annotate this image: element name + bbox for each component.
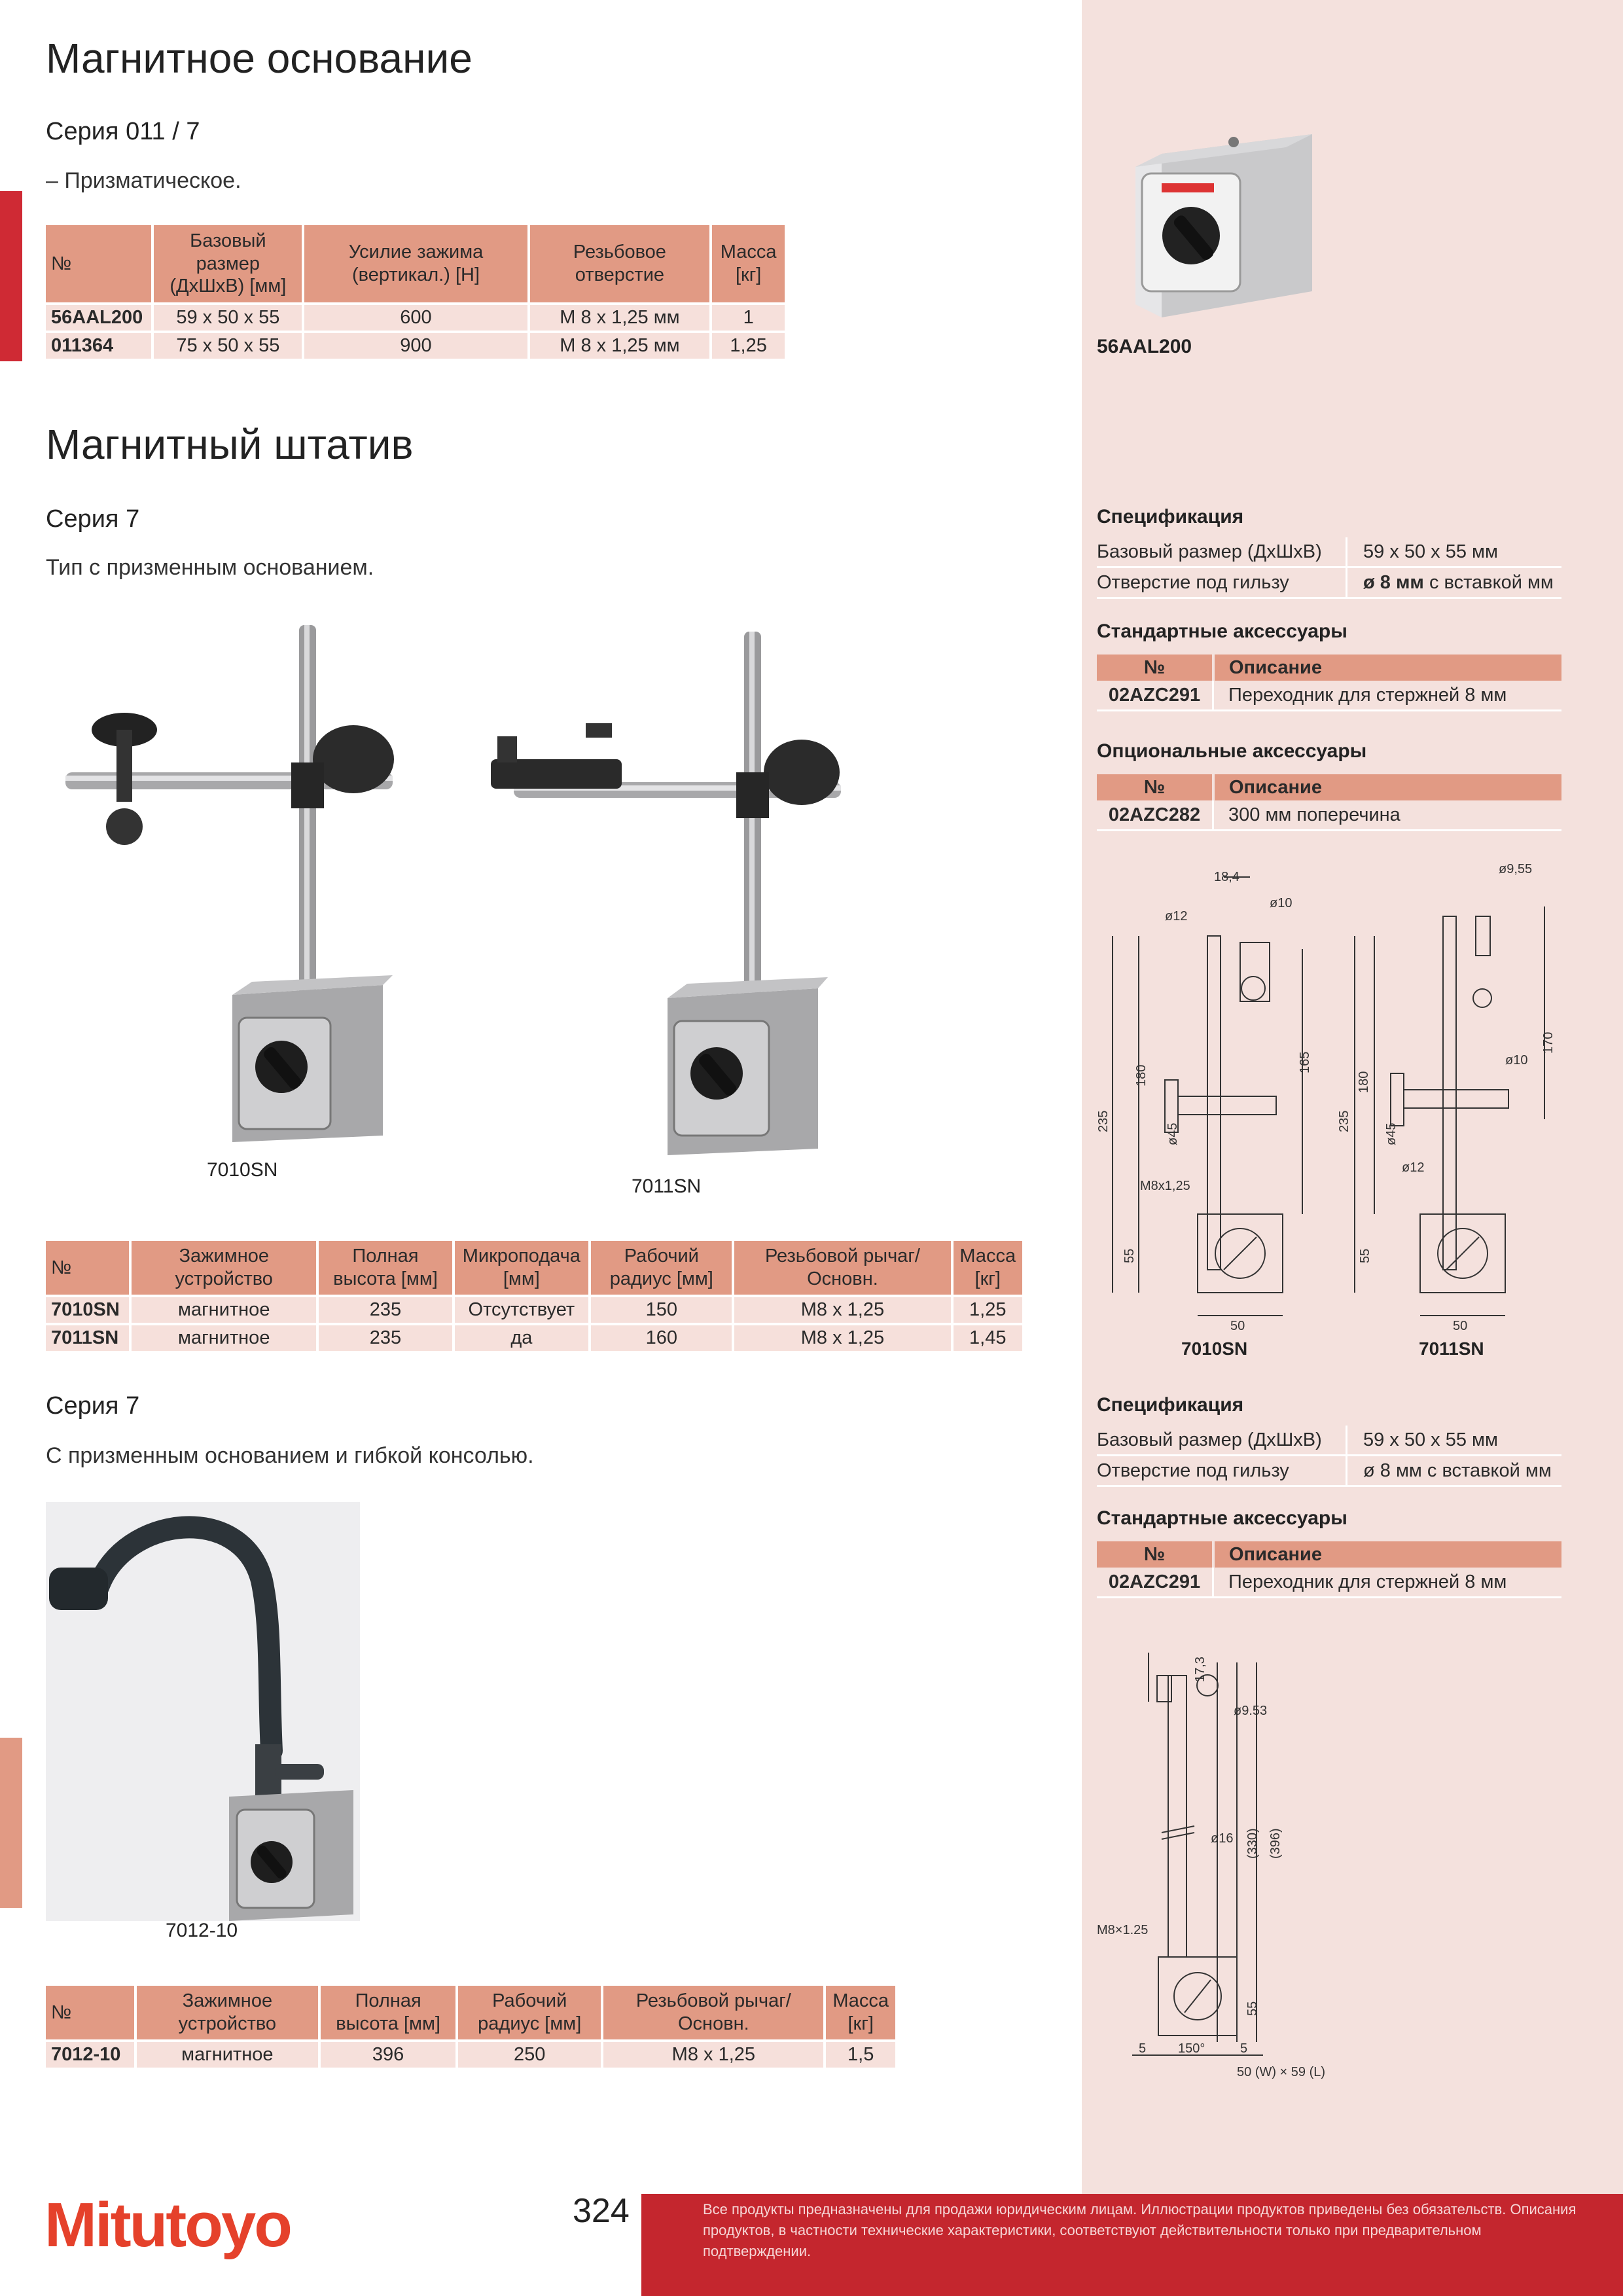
th-height: Полная высота [мм] bbox=[321, 1986, 455, 2039]
table-row bbox=[46, 1297, 1022, 1323]
cell: 59 x 50 x 55 bbox=[154, 305, 302, 331]
dim-label: (330) bbox=[1245, 1828, 1260, 1859]
stand-7010sn-photo bbox=[52, 619, 419, 1142]
section2-note: Тип с призменным основанием. bbox=[46, 555, 374, 580]
opt1-table bbox=[1097, 774, 1561, 831]
spec-value-bold: ø 8 мм bbox=[1363, 571, 1424, 593]
section3-series: Серия 7 bbox=[46, 1392, 140, 1420]
spec-value: ø 8 мм с вставкой мм bbox=[1363, 1460, 1552, 1481]
th-mass: Масса [кг] bbox=[826, 1986, 895, 2039]
table-row bbox=[1097, 800, 1561, 831]
cell: магнитное bbox=[137, 2042, 318, 2068]
dim-label: 55 bbox=[1358, 1248, 1372, 1263]
dim-label: 170 bbox=[1541, 1031, 1556, 1054]
spec-value: 59 x 50 x 55 мм bbox=[1363, 541, 1498, 562]
th-radius: Рабочий радиус [мм] bbox=[591, 1241, 732, 1295]
drawing-caption-7011sn: 7011SN bbox=[1419, 1338, 1484, 1359]
acc-desc: Переходник для стержней 8 мм bbox=[1228, 1571, 1507, 1592]
dim-label: ø16 bbox=[1211, 1831, 1234, 1846]
dim-label: ø45 bbox=[1384, 1122, 1399, 1145]
dim-label: 235 bbox=[1337, 1110, 1351, 1132]
dim-label: (396) bbox=[1268, 1828, 1283, 1859]
acc-col-desc: Описание bbox=[1229, 776, 1322, 798]
spec-key: Отверстие под гильзу bbox=[1097, 568, 1347, 597]
dim-label: ø12 bbox=[1165, 909, 1188, 924]
photo-caption-7012-10: 7012-10 bbox=[166, 1920, 238, 1941]
dim-label: 5 bbox=[1240, 2041, 1248, 2056]
cell: 396 bbox=[321, 2042, 455, 2068]
stand-7011sn-photo bbox=[474, 625, 861, 1162]
cell: M8 x 1,25 bbox=[734, 1325, 950, 1351]
cell: магнитное bbox=[132, 1325, 316, 1351]
photo-caption-7010sn: 7010SN bbox=[207, 1159, 278, 1181]
section2-table bbox=[43, 1238, 1025, 1354]
cell: M8 x 1,25 bbox=[603, 2042, 823, 2068]
cell: 250 bbox=[458, 2042, 601, 2068]
th-clamp: Зажимное устройство bbox=[132, 1241, 316, 1295]
cell: 600 bbox=[304, 305, 527, 331]
dim-label: M8x1,25 bbox=[1140, 1179, 1190, 1193]
dim-label: 165 bbox=[1298, 1051, 1312, 1073]
std1-heading: Стандартные аксессуары bbox=[1097, 620, 1347, 642]
th-clamp: Зажимное устройство bbox=[137, 1986, 318, 2039]
page-number: 324 bbox=[573, 2192, 630, 2230]
acc-no: 02AZC291 bbox=[1097, 1568, 1214, 1596]
dim-label: ø12 bbox=[1402, 1160, 1425, 1175]
spec2-heading: Спецификация bbox=[1097, 1394, 1244, 1416]
edge-tab-red bbox=[0, 191, 22, 361]
cell: 900 bbox=[304, 333, 527, 359]
dim-label: M8×1.25 bbox=[1097, 1923, 1149, 1937]
table-row bbox=[46, 305, 785, 331]
spec-value-rest: с вставкой мм bbox=[1429, 571, 1554, 593]
dim-label: 180 bbox=[1134, 1064, 1149, 1086]
spec-value: 59 x 50 x 55 мм bbox=[1363, 1429, 1498, 1450]
acc-desc: 300 мм поперечина bbox=[1228, 804, 1400, 825]
dim-label: ø9,55 bbox=[1499, 862, 1533, 876]
dim-label: 50 bbox=[1453, 1319, 1468, 1333]
th-radius: Рабочий радиус [мм] bbox=[458, 1986, 601, 2039]
th-microfeed: Микроподача [мм] bbox=[455, 1241, 589, 1295]
std2-table bbox=[1097, 1541, 1561, 1598]
th-no: № bbox=[46, 225, 151, 302]
std2-heading: Стандартные аксессуары bbox=[1097, 1507, 1347, 1529]
cell: M 8 x 1,25 мм bbox=[530, 305, 710, 331]
section1-note: – Призматическое. bbox=[46, 168, 241, 193]
dim-label: ø10 bbox=[1270, 896, 1293, 910]
table-row bbox=[1097, 1568, 1561, 1598]
cell: 7010SN bbox=[46, 1297, 129, 1323]
th-mass: Масса [кг] bbox=[712, 225, 785, 302]
th-no: № bbox=[46, 1986, 134, 2039]
mitutoyo-logo: Mitutoyo bbox=[45, 2190, 291, 2260]
technical-drawing-7010sn-7011sn bbox=[1093, 857, 1571, 1368]
acc-col-no: № bbox=[1097, 655, 1215, 681]
dim-label: 150° bbox=[1178, 2041, 1205, 2056]
cell: 75 x 50 x 55 bbox=[154, 333, 302, 359]
table-row bbox=[46, 333, 785, 359]
spec-row bbox=[1097, 537, 1561, 568]
std1-table bbox=[1097, 655, 1561, 711]
edge-tab-salmon bbox=[0, 1738, 22, 1908]
acc-no: 02AZC282 bbox=[1097, 800, 1214, 829]
cell: M 8 x 1,25 мм bbox=[530, 333, 710, 359]
cell: 1,45 bbox=[954, 1325, 1023, 1351]
table-row bbox=[46, 1325, 1022, 1351]
cell: 1 bbox=[712, 305, 785, 331]
cell: да bbox=[455, 1325, 589, 1351]
dim-label: ø10 bbox=[1505, 1053, 1528, 1067]
section3-note: С призменным основанием и гибкой консолью. bbox=[46, 1443, 534, 1468]
th-size: Базовый размер (ДхШхВ) [мм] bbox=[154, 225, 302, 302]
cell: магнитное bbox=[132, 1297, 316, 1323]
table-row bbox=[46, 2042, 895, 2068]
cell: 7011SN bbox=[46, 1325, 129, 1351]
cell: M8 x 1,25 bbox=[734, 1297, 950, 1323]
spec1-table bbox=[1097, 537, 1561, 599]
spec1-heading: Спецификация bbox=[1097, 506, 1244, 528]
spec-row bbox=[1097, 1456, 1561, 1487]
photo-caption-56aal200: 56AAL200 bbox=[1097, 336, 1192, 357]
th-mass: Масса [кг] bbox=[954, 1241, 1023, 1295]
dim-label: 17,3 bbox=[1193, 1657, 1207, 1682]
acc-col-no: № bbox=[1097, 1541, 1215, 1568]
spec-value bbox=[1347, 572, 1554, 594]
dim-label: 18,4 bbox=[1214, 870, 1240, 884]
cell: 011364 bbox=[46, 333, 151, 359]
acc-no: 02AZC291 bbox=[1097, 681, 1214, 709]
cell: 1,5 bbox=[826, 2042, 895, 2068]
th-thread: Резьбовой рычаг/Основн. bbox=[603, 1986, 823, 2039]
photo-caption-7011sn: 7011SN bbox=[632, 1175, 702, 1197]
dim-label: ø45 bbox=[1166, 1122, 1180, 1145]
section2-title: Магнитный штатив bbox=[46, 421, 414, 468]
cell: 160 bbox=[591, 1325, 732, 1351]
dim-label: 235 bbox=[1096, 1110, 1111, 1132]
dim-label: 55 bbox=[1245, 2001, 1260, 2016]
spec-row bbox=[1097, 1426, 1561, 1456]
acc-col-desc: Описание bbox=[1229, 656, 1322, 678]
spec-row bbox=[1097, 568, 1561, 599]
cell: 235 bbox=[319, 1297, 452, 1323]
section1-title: Магнитное основание bbox=[46, 35, 473, 82]
section3-table bbox=[43, 1983, 898, 2070]
spec-key: Отверстие под гильзу bbox=[1097, 1456, 1347, 1485]
cell: Отсутствует bbox=[455, 1297, 589, 1323]
section2-series: Серия 7 bbox=[46, 505, 140, 533]
acc-desc: Переходник для стержней 8 мм bbox=[1228, 684, 1507, 706]
dim-label: 55 bbox=[1122, 1248, 1137, 1263]
magnetic-base-photo bbox=[1122, 128, 1325, 324]
technical-drawing-7012-10 bbox=[1093, 1636, 1407, 2094]
opt1-heading: Опциональные аксессуары bbox=[1097, 740, 1367, 762]
th-height: Полная высота [мм] bbox=[319, 1241, 452, 1295]
cell: 1,25 bbox=[712, 333, 785, 359]
cell: 235 bbox=[319, 1325, 452, 1351]
table-row bbox=[1097, 681, 1561, 711]
th-thread: Резьбовое отверстие bbox=[530, 225, 710, 302]
th-thread: Резьбовой рычаг/Основн. bbox=[734, 1241, 950, 1295]
section1-series: Серия 011 / 7 bbox=[46, 118, 200, 145]
cell: 1,25 bbox=[954, 1297, 1023, 1323]
th-force: Усилие зажима (вертикал.) [Н] bbox=[304, 225, 527, 302]
acc-col-desc: Описание bbox=[1229, 1543, 1322, 1565]
spec2-table bbox=[1097, 1426, 1561, 1487]
th-no: № bbox=[46, 1241, 129, 1295]
footer-disclaimer: Все продукты предназначены для продажи юридическим лицам. Иллюстрации продуктов приведены без обязательств. Описания продуктов, в частности технические характеристики, соответствуют действительности только при предварительном подтверждении. bbox=[703, 2201, 1577, 2259]
dim-label: 5 bbox=[1139, 2041, 1147, 2056]
dim-label: 50 (W) × 59 (L) bbox=[1237, 2065, 1326, 2079]
cell: 7012-10 bbox=[46, 2042, 134, 2068]
flexible-stand-photo bbox=[46, 1502, 360, 1921]
spec-key: Базовый размер (ДхШхВ) bbox=[1097, 537, 1347, 566]
cell: 56AAL200 bbox=[46, 305, 151, 331]
drawing-caption-7010sn: 7010SN bbox=[1181, 1338, 1248, 1359]
acc-col-no: № bbox=[1097, 774, 1215, 800]
section1-table bbox=[43, 223, 787, 361]
dim-label: ø9.53 bbox=[1234, 1704, 1268, 1718]
dim-label: 50 bbox=[1230, 1319, 1245, 1333]
spec-key: Базовый размер (ДхШхВ) bbox=[1097, 1426, 1347, 1454]
cell: 150 bbox=[591, 1297, 732, 1323]
dim-label: 180 bbox=[1357, 1071, 1371, 1093]
